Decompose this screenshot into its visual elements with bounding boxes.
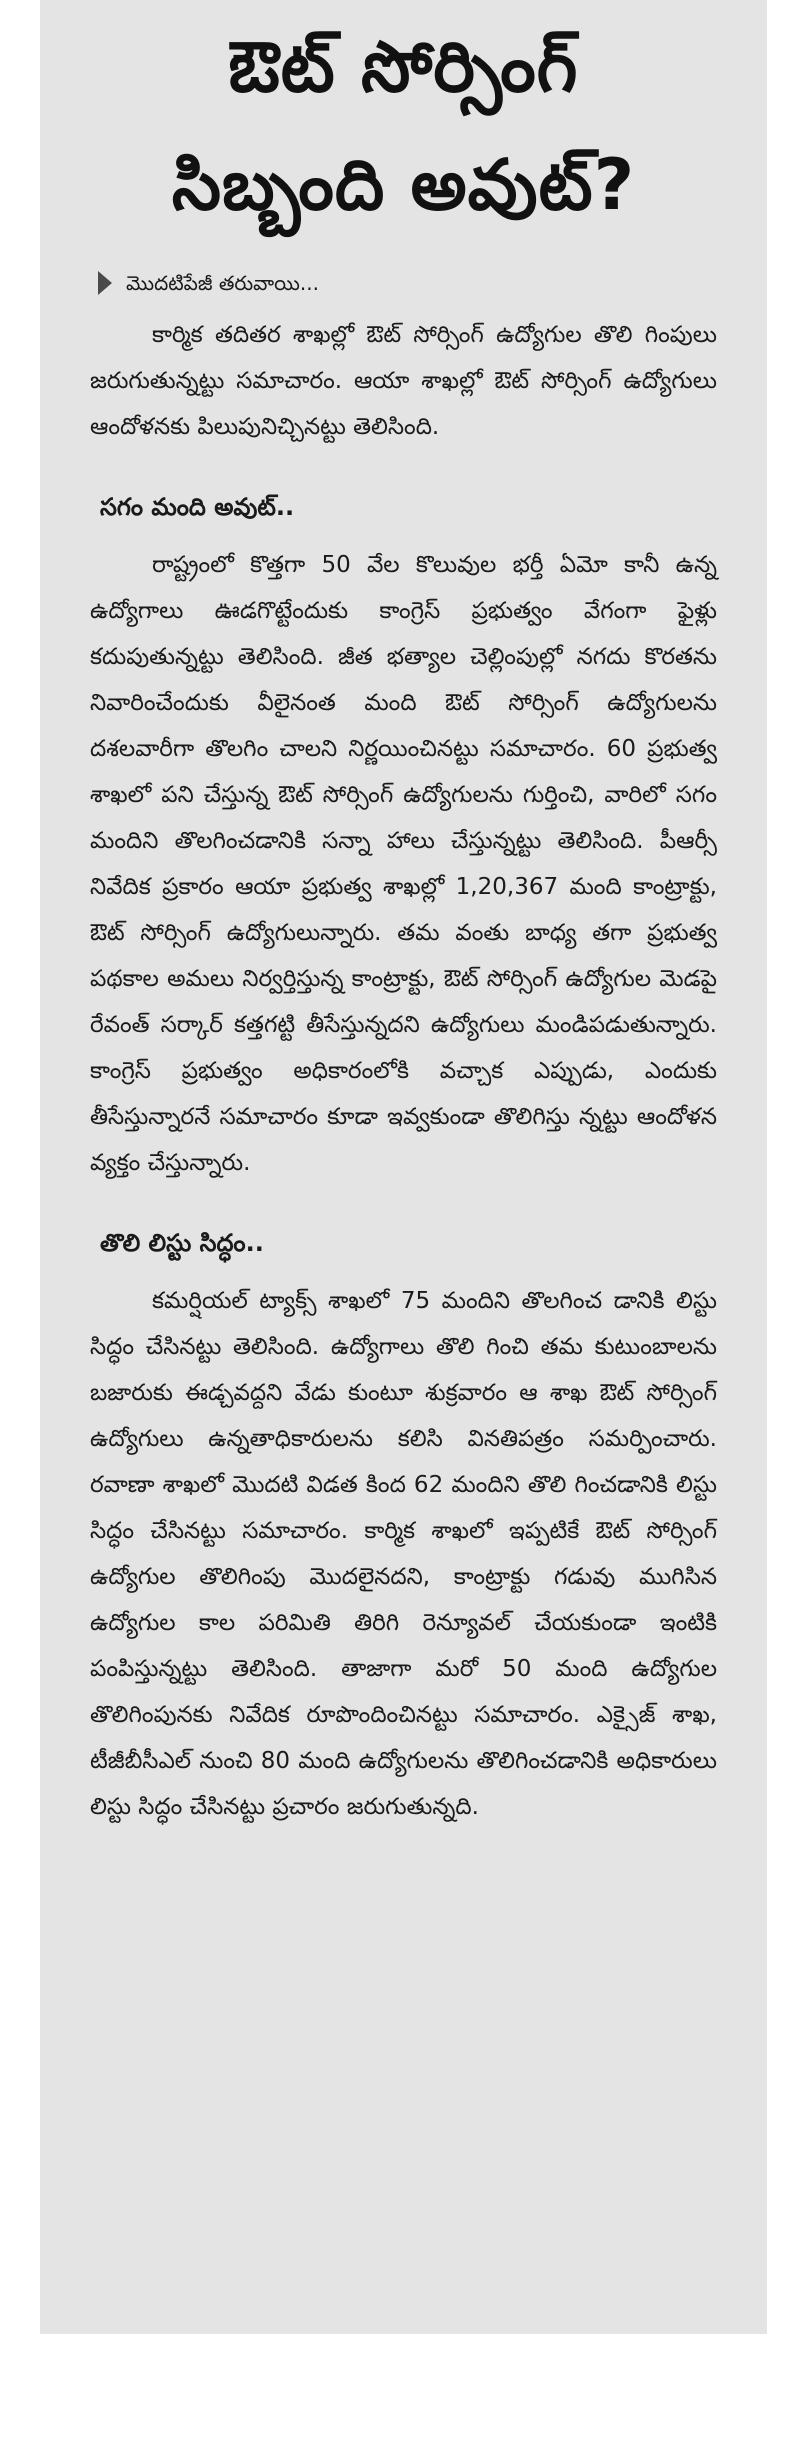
arrow-right-icon: [98, 271, 112, 295]
section-body-half-out: రాష్ట్రంలో కొత్తగా 50 వేల కొలువుల భర్తీ ఏమో కానీ ఉన్న ఉద్యోగాలు ఊడగొట్టేందుకు కాంగ్రెస్ ప్రభుత్వం వేగంగా ఫైళ్లు కదుపుతున్నట్టు తెలిసింది. జీత భత్యాల చెల్లింపుల్లో నగదు కొరతను నివారించేందుకు వీలైనంత మంది ఔట్ సోర్సింగ్ ఉద్యోగులను దశలవారీగా తొలగిం చాలని నిర్ణయించినట్టు సమాచారం. 60 ప్రభుత్వ శాఖలో పని చేస్తున్న ఔట్ సోర్సింగ్ ఉద్యోగులను గుర్తించి, వారిలో సగం మందిని తొలగించడానికి సన్నా హాలు చేస్తున్నట్టు తెలిసింది. పీఆర్సీ నివేదిక ప్రకారం ఆయా ప్రభుత్వ శాఖల్లో 1,20,367 మంది కాంట్రాక్టు, ఔట్ సోర్సింగ్ ఉద్యోగులున్నారు. తమ వంతు బాధ్య తగా ప్రభుత్వ పథకాల అమలు నిర్వర్తిస్తున్న కాంట్రాక్టు, ఔట్ సోర్సింగ్ ఉద్యోగుల మెడపై రేవంత్ సర్కార్ కత్తగట్టి తీసేస్తున్నదని ఉద్యోగులు మండిపడుతున్నారు. కాంగ్రెస్ ప్రభుత్వం అధికారంలోకి వచ్చాక ఎప్పుడు, ఎందుకు తీసేస్తున్నారనే సమాచారం కూడా ఇవ్వకుండా తొలిగిస్తు న్నట్టు ఆందోళన వ్యక్తం చేస్తున్నారు.: [90, 552, 717, 1176]
section-heading-first-list: తొలి లిస్టు సిద్ధం..: [100, 1229, 264, 1257]
continuation-kicker: [98, 268, 767, 298]
news-clipping: [40, 0, 767, 2334]
kicker-text: మొదటిపేజీ తరువాయి...: [126, 271, 319, 295]
section-heading-half-out: సగం మంది అవుట్..: [100, 493, 295, 521]
headline: [60, 8, 747, 244]
headline-line-1: ఔట్ సోర్సింగ్: [228, 26, 579, 108]
intro-paragraph: కార్మిక తదితర శాఖల్లో ఔట్ సోర్సింగ్ ఉద్యోగుల తొలి గింపులు జరుగుతున్నట్టు సమాచారం. ఆయా శాఖల్లో ఔట్ సోర్సింగ్ ఉద్యోగులు ఆందోళనకు పిలుపునిచ్చినట్టు తెలిసింది.: [90, 322, 717, 440]
section-body-first-list: కమర్షియల్ ట్యాక్స్ శాఖలో 75 మందిని తొలగించ డానికి లిస్టు సిద్ధం చేసినట్టు తెలిసింది. ఉద్యోగాలు తొలి గించి తమ కుటుంబాలను బజారుకు ఈడ్చవద్దని వేడు కుంటూ శుక్రవారం ఆ శాఖ ఔట్ సోర్సింగ్ ఉద్యోగులు ఉన్నతాధికారులను కలిసి వినతిపత్రం సమర్పించారు. రవాణా శాఖలో మొదటి విడత కింద 62 మందిని తొలి గించడానికి లిస్టు సిద్ధం చేసినట్టు సమాచారం. కార్మిక శాఖలో ఇప్పటికే ఔట్ సోర్సింగ్ ఉద్యోగుల తొలిగింపు మొదలైనదని, కాంట్రాక్టు గడువు ముగిసిన ఉద్యోగుల కాల పరిమితి తిరిగి రెన్యూవల్ చేయకుండా ఇంటికి పంపిస్తున్నట్టు తెలిసింది. తాజాగా మరో 50 మంది ఉద్యోగుల తొలిగింపునకు నివేదిక రూపొందించినట్టు సమాచారం. ఎక్సైజ్ శాఖ, టీజీబీసీఎల్ నుంచి 80 మంది ఉద్యోగులను తొలిగించడానికి అధికారులు లిస్టు సిద్ధం చేసినట్టు ప్రచారం జరుగుతున్నది.: [90, 1288, 717, 1820]
headline-line-2: సిబ్బంది అవుట్?: [171, 144, 636, 226]
